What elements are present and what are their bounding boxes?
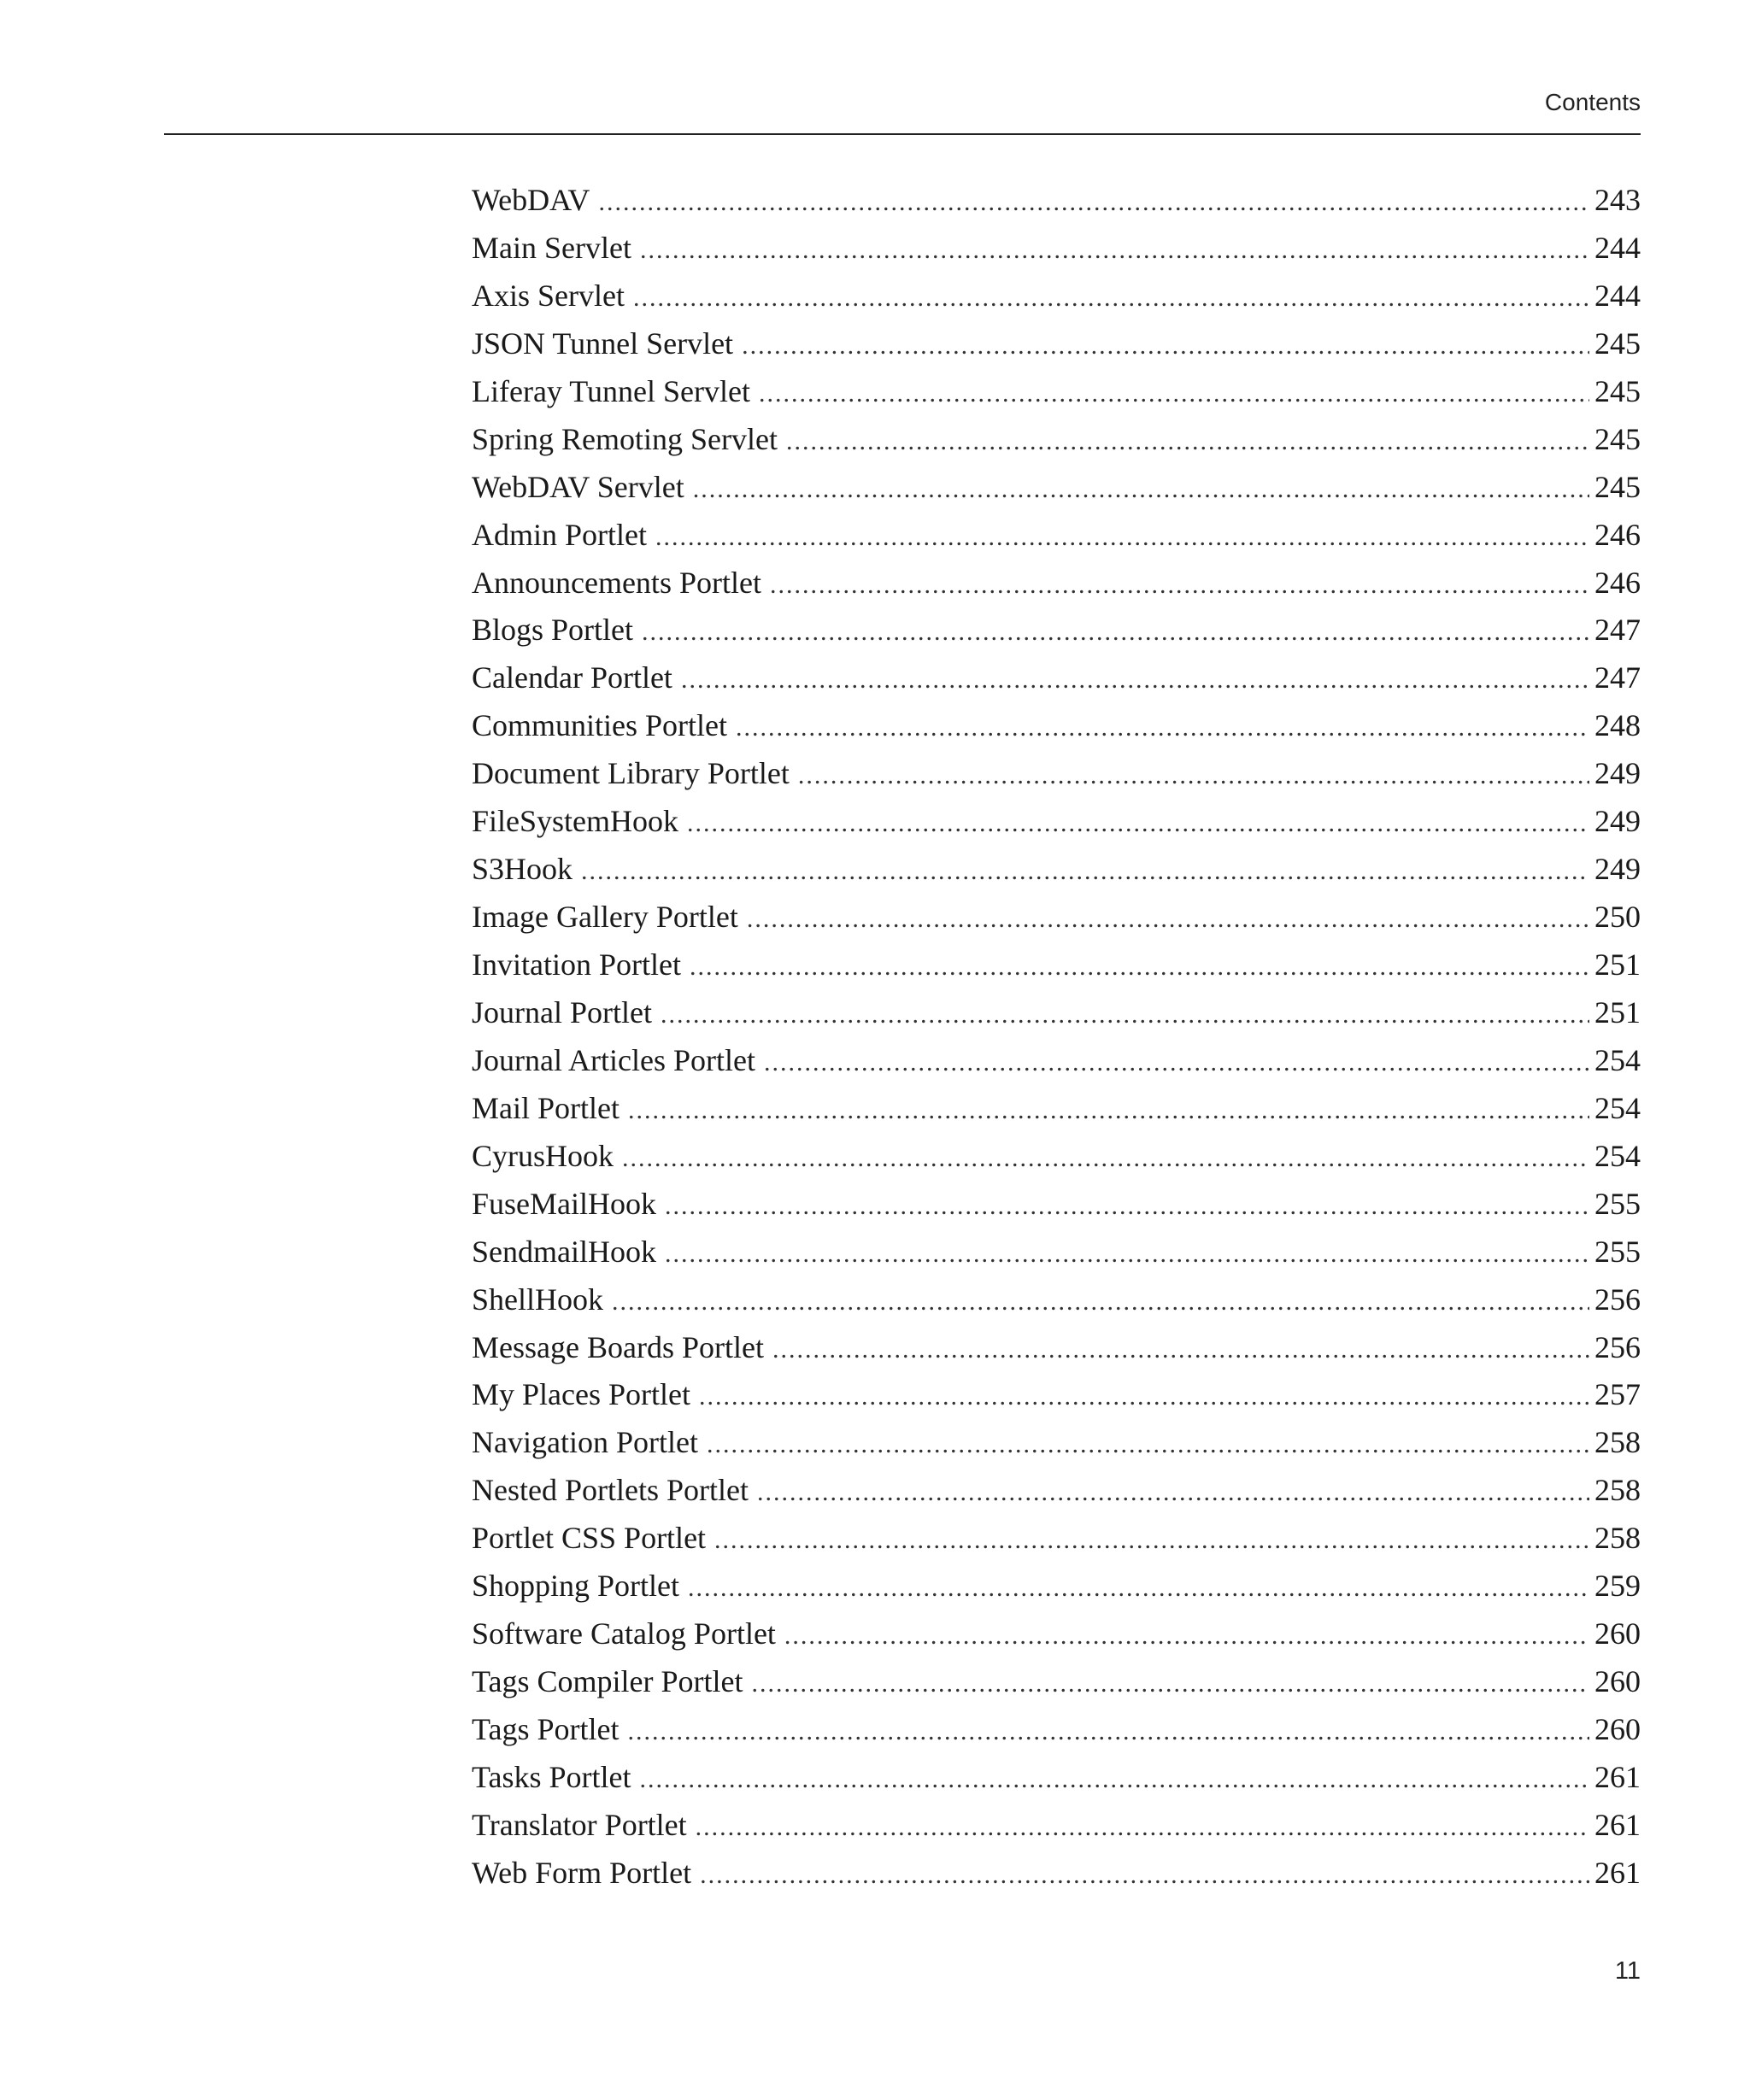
toc-entry[interactable] <box>472 1424 1641 1472</box>
dot-leader <box>759 379 1589 408</box>
toc-entry[interactable] <box>472 1855 1641 1903</box>
toc-entry-page: 244 <box>1594 230 1641 265</box>
toc-entry-title: Mail Portlet <box>472 1090 620 1125</box>
toc-entry-page: 256 <box>1594 1282 1641 1317</box>
toc-entry-title: Blogs Portlet <box>472 613 634 648</box>
dot-leader <box>598 188 1589 217</box>
toc-entry-page: 258 <box>1594 1425 1641 1460</box>
dot-leader <box>688 1574 1589 1603</box>
toc-entry-title: Translator Portlet <box>472 1807 687 1842</box>
dot-leader <box>784 1622 1589 1651</box>
toc-entry-page: 261 <box>1594 1759 1641 1794</box>
toc-entry[interactable] <box>472 517 1641 565</box>
toc-entry[interactable] <box>472 947 1641 994</box>
toc-entry-page: 256 <box>1594 1329 1641 1364</box>
toc-entry-page: 255 <box>1594 1234 1641 1269</box>
toc-entry-page: 258 <box>1594 1521 1641 1556</box>
toc-entry-page: 245 <box>1594 421 1641 456</box>
dot-leader <box>707 1430 1589 1459</box>
toc-entry-page: 244 <box>1594 278 1641 313</box>
toc-entry-page: 249 <box>1594 852 1641 887</box>
toc-entry-page: 245 <box>1594 469 1641 504</box>
dot-leader <box>696 1813 1589 1842</box>
toc-entry-page: 260 <box>1594 1664 1641 1699</box>
toc-entry-title: Admin Portlet <box>472 517 647 552</box>
dot-leader <box>642 618 1589 647</box>
dot-leader <box>747 905 1589 934</box>
toc-entry[interactable] <box>472 1759 1641 1807</box>
toc-entry[interactable] <box>472 1807 1641 1855</box>
toc-entry-page: 254 <box>1594 1138 1641 1173</box>
toc-entry-title: S3Hook <box>472 852 573 887</box>
toc-entry[interactable] <box>472 1186 1641 1234</box>
dot-leader <box>736 713 1589 742</box>
toc-entry-page: 243 <box>1594 183 1641 217</box>
toc-entry-page: 260 <box>1594 1712 1641 1746</box>
toc-entry[interactable] <box>472 1042 1641 1090</box>
toc-entry-title: Nested Portlets Portlet <box>472 1473 749 1508</box>
dot-leader <box>798 761 1589 790</box>
toc-entry-page: 246 <box>1594 517 1641 552</box>
toc-entry-page: 247 <box>1594 660 1641 695</box>
toc-entry[interactable] <box>472 1329 1641 1377</box>
dot-leader <box>628 1096 1589 1125</box>
toc-entry-page: 245 <box>1594 326 1641 361</box>
dot-leader <box>764 1048 1589 1077</box>
toc-entry-title: JSON Tunnel Servlet <box>472 326 734 361</box>
toc-entry[interactable] <box>472 326 1641 373</box>
toc-entry[interactable] <box>472 851 1641 899</box>
toc-entry-title: Calendar Portlet <box>472 660 672 695</box>
dot-leader <box>772 1335 1589 1364</box>
toc-entry[interactable] <box>472 278 1641 326</box>
dot-leader <box>633 284 1589 313</box>
dot-leader <box>627 1717 1589 1746</box>
dot-leader <box>770 571 1589 600</box>
toc-entry[interactable] <box>472 899 1641 947</box>
toc-entry[interactable] <box>472 1568 1641 1616</box>
toc-entry[interactable] <box>472 1711 1641 1759</box>
dot-leader <box>665 1192 1589 1221</box>
toc-entry-title: FileSystemHook <box>472 804 679 839</box>
toc-entry[interactable] <box>472 1138 1641 1186</box>
toc-entry-title: Journal Portlet <box>472 994 652 1029</box>
dot-leader <box>693 475 1589 504</box>
toc-entry[interactable] <box>472 182 1641 230</box>
toc-entry[interactable] <box>472 1616 1641 1663</box>
toc-entry[interactable] <box>472 469 1641 517</box>
toc-entry[interactable] <box>472 707 1641 755</box>
toc-entry-page: 250 <box>1594 900 1641 935</box>
toc-entry[interactable] <box>472 755 1641 803</box>
toc-entry-title: Message Boards Portlet <box>472 1329 764 1364</box>
toc-entry-title: Announcements Portlet <box>472 565 761 600</box>
page-number: 11 <box>1614 1957 1641 1985</box>
toc-entry[interactable] <box>472 230 1641 278</box>
toc-entry-title: Portlet CSS Portlet <box>472 1521 707 1556</box>
table-of-contents <box>472 182 1641 1903</box>
toc-entry[interactable] <box>472 994 1641 1042</box>
toc-entry-title: WebDAV Servlet <box>472 469 684 504</box>
toc-entry[interactable] <box>472 1282 1641 1329</box>
dot-leader <box>661 1000 1589 1029</box>
toc-entry-title: Web Form Portlet <box>472 1855 692 1890</box>
dot-leader <box>681 666 1589 695</box>
toc-entry-page: 254 <box>1594 1090 1641 1125</box>
toc-entry-page: 258 <box>1594 1473 1641 1508</box>
toc-entry[interactable] <box>472 1234 1641 1282</box>
toc-entry-title: Liferay Tunnel Servlet <box>472 373 750 408</box>
dot-leader <box>699 1382 1589 1411</box>
toc-entry-title: ShellHook <box>472 1282 604 1317</box>
toc-entry-page: 245 <box>1594 373 1641 408</box>
toc-entry[interactable] <box>472 660 1641 707</box>
toc-entry-page: 251 <box>1594 994 1641 1029</box>
toc-entry[interactable] <box>472 1663 1641 1711</box>
toc-entry-title: Software Catalog Portlet <box>472 1616 776 1651</box>
dot-leader <box>612 1288 1589 1317</box>
toc-entry-title: Tasks Portlet <box>472 1759 631 1794</box>
dot-leader <box>714 1526 1589 1555</box>
dot-leader <box>581 857 1589 886</box>
toc-entry-page: 248 <box>1594 708 1641 743</box>
toc-entry-title: FuseMailHook <box>472 1186 656 1221</box>
toc-entry-title: Journal Articles Portlet <box>472 1042 755 1077</box>
toc-entry-title: Spring Remoting Servlet <box>472 421 778 456</box>
toc-entry-page: 259 <box>1594 1569 1641 1604</box>
dot-leader <box>622 1144 1589 1173</box>
dot-leader <box>639 1765 1589 1794</box>
toc-entry-title: Shopping Portlet <box>472 1569 680 1604</box>
toc-entry-page: 247 <box>1594 613 1641 648</box>
dot-leader <box>687 809 1589 838</box>
toc-entry-page: 255 <box>1594 1186 1641 1221</box>
dot-leader <box>786 427 1589 456</box>
toc-entry-title: Tags Portlet <box>472 1712 620 1746</box>
dot-leader <box>751 1669 1589 1698</box>
toc-entry-title: WebDAV <box>472 183 590 217</box>
dot-leader <box>757 1478 1589 1507</box>
running-head <box>164 84 1641 135</box>
toc-entry-page: 260 <box>1594 1616 1641 1651</box>
toc-entry-page: 249 <box>1594 756 1641 791</box>
toc-entry-title: Invitation Portlet <box>472 947 681 982</box>
toc-entry-title: Communities Portlet <box>472 708 728 743</box>
toc-entry-title: My Places Portlet <box>472 1377 690 1412</box>
toc-entry-title: Axis Servlet <box>472 278 625 313</box>
toc-entry-title: Image Gallery Portlet <box>472 900 738 935</box>
dot-leader <box>742 331 1589 361</box>
dot-leader <box>665 1240 1589 1269</box>
toc-entry-page: 251 <box>1594 947 1641 982</box>
toc-entry-page: 246 <box>1594 565 1641 600</box>
toc-entry-title: Tags Compiler Portlet <box>472 1664 743 1699</box>
toc-entry-title: Navigation Portlet <box>472 1425 698 1460</box>
toc-entry-page: 254 <box>1594 1042 1641 1077</box>
toc-entry[interactable] <box>472 1472 1641 1520</box>
toc-entry[interactable] <box>472 1520 1641 1568</box>
running-head-label: Contents <box>1544 89 1641 115</box>
toc-entry-page: 249 <box>1594 804 1641 839</box>
toc-entry-title: Document Library Portlet <box>472 756 790 791</box>
dot-leader <box>690 953 1589 982</box>
toc-entry[interactable] <box>472 373 1641 421</box>
toc-entry[interactable] <box>472 1090 1641 1138</box>
toc-entry-title: SendmailHook <box>472 1234 656 1269</box>
toc-entry[interactable] <box>472 803 1641 851</box>
toc-entry-title: Main Servlet <box>472 230 631 265</box>
toc-entry[interactable] <box>472 612 1641 660</box>
toc-entry-title: CyrusHook <box>472 1138 614 1173</box>
toc-entry[interactable] <box>472 1376 1641 1424</box>
dot-leader <box>700 1861 1589 1890</box>
dot-leader <box>655 523 1589 552</box>
toc-entry-page: 261 <box>1594 1807 1641 1842</box>
toc-entry-page: 261 <box>1594 1855 1641 1890</box>
dot-leader <box>640 236 1589 265</box>
toc-entry-page: 257 <box>1594 1377 1641 1412</box>
toc-entry[interactable] <box>472 565 1641 613</box>
toc-entry[interactable] <box>472 421 1641 469</box>
